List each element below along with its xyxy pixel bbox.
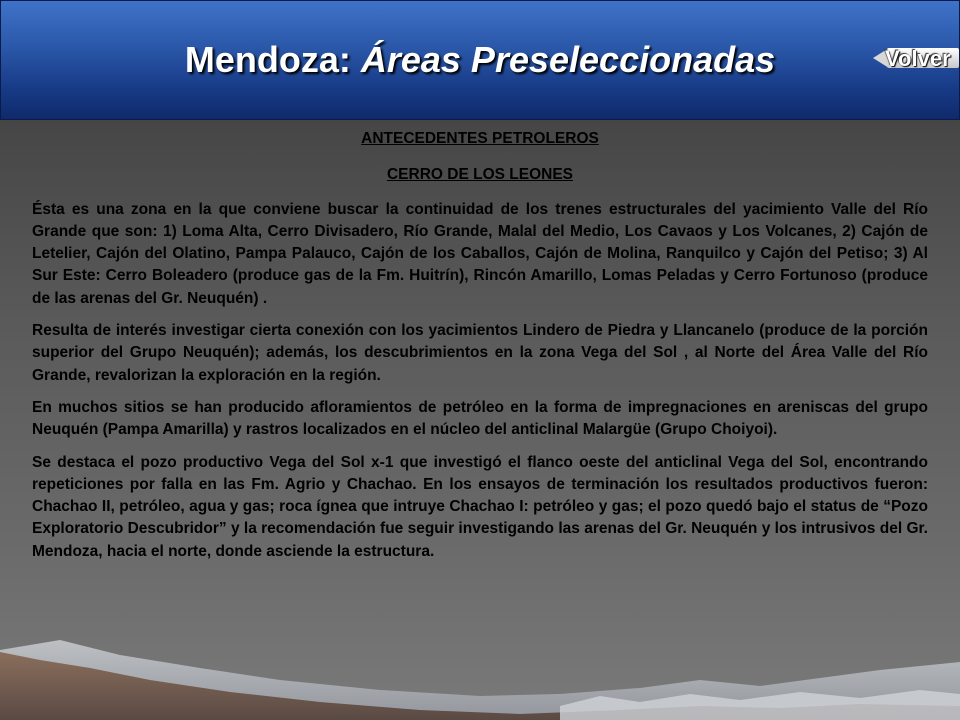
- volver-label: Volver: [885, 46, 951, 71]
- section-heading: ANTECEDENTES PETROLEROS: [361, 130, 599, 147]
- area-heading: CERRO DE LOS LEONES: [386, 166, 574, 184]
- page-title: [1, 39, 959, 81]
- title-italic: Áreas Preseleccionadas: [360, 39, 776, 80]
- header-banner: [0, 0, 960, 120]
- volver-button[interactable]: [873, 47, 959, 69]
- paragraph-1: Ésta es una zona en la que conviene buscar la continuidad de los trenes estructurales del yacimiento Valle del Río Grande que son: 1) Loma Alta, Cerro Divisadero, Río Grande, Malal del Medio, Los Cavaos y Los Volcanes, 2) Cajón de Letelier, Cajón del Olatino, Pampa Palauco, Cajón de los Caballos, Cajón de Molina, Ranquilco y Cajón del Petiso; 3) Al Sur Este: Cerro Boleadero (produce gas de la Fm. Huitrín), Rincón Amarillo, Lomas Peladas y Cerro Fortunoso (produce de las arenas del Gr. Neuquén) .: [32, 200, 928, 307]
- paragraph-4: Se destaca el pozo productivo Vega del Sol x-1 que investigó el flanco oeste del anticlinal Vega del Sol, encontrando repeticiones por falla en las Fm. Agrio y Chachao. En los ensayos de terminación los resultados productivos fueron: Chachao II, petróleo, agua y gas; roca ígnea que intruye Chachao I: petróleo y gas; el pozo quedó bajo el status de “Pozo Exploratorio Descubridor” y la recomendación fue seguir investigando las arenas del Gr. Neuquén y los intrusivos del Gr. Mendoza, hacia el norte, donde asciende la estructura.: [32, 453, 928, 560]
- title-main: Mendoza:: [184, 39, 361, 80]
- content-area: [32, 128, 928, 573]
- mountain-landscape-image: [0, 610, 960, 720]
- paragraph-2: Resulta de interés investigar cierta conexión con los yacimientos Lindero de Piedra y Llancanelo (produce de la porción superior del Grupo Neuquén); además, los descubrimientos en la zona Vega del Sol , al Norte del Área Valle del Río Grande, revalorizan la exploración en la región.: [32, 322, 928, 384]
- paragraph-3: En muchos sitios se han producido afloramientos de petróleo en la forma de impregnaciones en areniscas del grupo Neuquén (Pampa Amarilla) y rastros localizados en el núcleo del anticlinal Malargüe (Grupo Choiyoi).: [32, 398, 928, 439]
